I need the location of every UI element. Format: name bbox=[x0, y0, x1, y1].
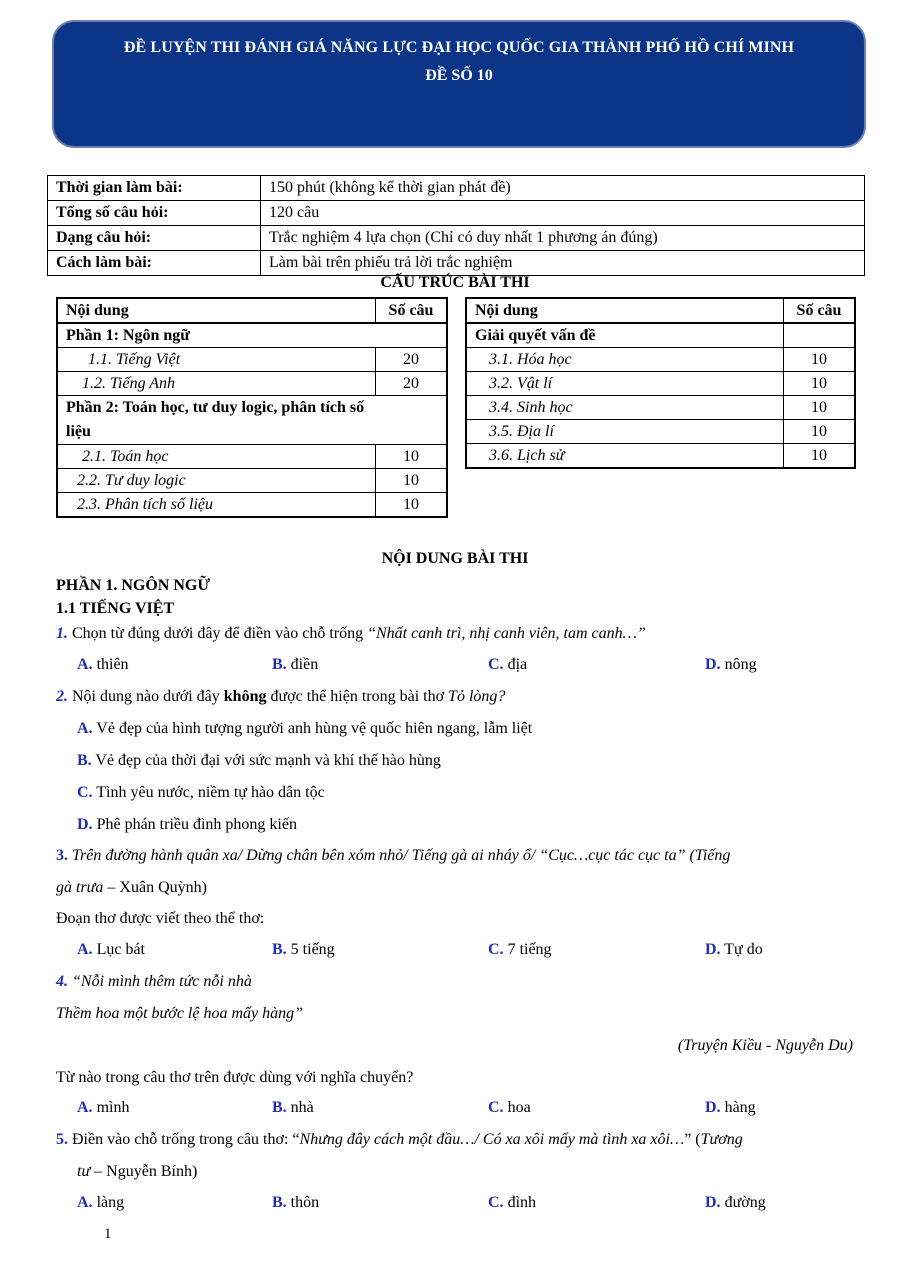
question-count: 10 bbox=[784, 396, 856, 420]
option-letter: B. bbox=[77, 752, 92, 769]
question-count: 10 bbox=[784, 420, 856, 444]
question-number: 3. bbox=[56, 847, 68, 864]
empty-cell bbox=[784, 323, 856, 348]
option-c bbox=[488, 940, 552, 960]
option-letter: D. bbox=[77, 816, 93, 833]
option-b bbox=[272, 1193, 319, 1213]
structure-table-left bbox=[56, 297, 448, 518]
info-key: Dạng câu hỏi: bbox=[48, 226, 261, 251]
option-d bbox=[705, 655, 757, 675]
table-row bbox=[48, 176, 865, 201]
option-letter: D. bbox=[705, 656, 721, 673]
table-row bbox=[466, 444, 855, 469]
option-letter: B. bbox=[272, 1099, 287, 1116]
subject-name: 3.6. Lịch sử bbox=[466, 444, 784, 469]
question-quote: Nhưng đây cách một đầu…/ Có xa xôi mấy mà tình xa xôi… bbox=[299, 1131, 685, 1148]
question-prompt: Từ nào trong câu thơ trên được dùng với nghĩa chuyển? bbox=[56, 1069, 414, 1086]
option-letter: A. bbox=[77, 656, 93, 673]
question-number: 2. bbox=[56, 688, 68, 705]
question-quote: “Nhất canh trì, nhị canh viên, tam canh…” bbox=[367, 625, 646, 642]
exam-info-table bbox=[47, 175, 865, 276]
info-value: Trắc nghiệm 4 lựa chọn (Chỉ có duy nhất 1 phương án đúng) bbox=[261, 226, 865, 251]
subject-name: 3.2. Vật lí bbox=[466, 372, 784, 396]
option-d bbox=[77, 815, 297, 835]
part-heading: Giải quyết vấn đề bbox=[466, 323, 784, 348]
table-row bbox=[466, 348, 855, 372]
option-letter: D. bbox=[705, 1194, 721, 1211]
option-text: Tình yêu nước, niềm tự hào dân tộc bbox=[96, 784, 325, 801]
part-heading-line: liệu bbox=[66, 423, 91, 440]
option-b bbox=[272, 940, 335, 960]
question-3-line2 bbox=[56, 878, 207, 898]
info-value: Làm bài trên phiếu trả lời trắc nghiệm bbox=[261, 251, 865, 276]
question-5 bbox=[56, 1130, 743, 1150]
option-text: hoa bbox=[507, 1099, 531, 1116]
structure-title: CẤU TRÚC BÀI THI bbox=[380, 274, 530, 291]
info-key: Tổng số câu hỏi: bbox=[48, 201, 261, 226]
option-text: Phê phán triều đình phong kiến bbox=[96, 816, 297, 833]
option-text: hàng bbox=[724, 1099, 756, 1116]
poem-title: Tương bbox=[700, 1131, 743, 1148]
subject-name: 1.2. Tiếng Anh bbox=[57, 372, 376, 396]
option-d bbox=[705, 1193, 766, 1213]
question-text: Điền vào chỗ trống trong câu thơ: “ bbox=[68, 1131, 300, 1148]
table-header bbox=[466, 298, 855, 323]
option-letter: C. bbox=[488, 941, 504, 958]
option-a bbox=[77, 719, 532, 739]
option-text: điền bbox=[290, 656, 319, 673]
option-a bbox=[77, 1098, 129, 1118]
exam-banner bbox=[52, 20, 866, 148]
poem-title: tư bbox=[77, 1163, 91, 1180]
question-count: 10 bbox=[784, 348, 856, 372]
option-text: nhà bbox=[290, 1099, 314, 1116]
part-heading bbox=[57, 396, 447, 445]
poem-line: Thềm hoa một bước lệ hoa mấy hàng” bbox=[56, 1005, 304, 1022]
option-letter: D. bbox=[705, 1099, 721, 1116]
option-letter: D. bbox=[705, 941, 721, 958]
option-c bbox=[488, 655, 527, 675]
option-letter: A. bbox=[77, 720, 93, 737]
question-count: 10 bbox=[784, 444, 856, 469]
question-text: Nội dung nào dưới đây bbox=[68, 688, 224, 705]
question-count: 10 bbox=[376, 493, 448, 518]
info-key: Cách làm bài: bbox=[48, 251, 261, 276]
question-text: “Nỗi mình thêm tức nỗi nhà bbox=[68, 973, 252, 990]
option-letter: C. bbox=[488, 656, 504, 673]
header-content: Nội dung bbox=[57, 298, 376, 323]
structure-table-right bbox=[465, 297, 856, 469]
option-letter: A. bbox=[77, 1194, 93, 1211]
subject-name: 2.1. Toán học bbox=[57, 445, 376, 469]
info-key: Thời gian làm bài: bbox=[48, 176, 261, 201]
option-text: thôn bbox=[290, 1194, 320, 1211]
option-text: đình bbox=[507, 1194, 537, 1211]
question-count: 10 bbox=[784, 372, 856, 396]
question-5-line2 bbox=[77, 1162, 197, 1182]
option-a bbox=[77, 655, 129, 675]
option-b bbox=[272, 655, 318, 675]
question-number: 5. bbox=[56, 1131, 68, 1148]
option-text: mình bbox=[96, 1099, 130, 1116]
table-row bbox=[466, 420, 855, 444]
table-row bbox=[57, 396, 447, 445]
exam-title: ĐỀ LUYỆN THI ĐÁNH GIÁ NĂNG LỰC ĐẠI HỌC QUỐC GIA THÀNH PHỐ HỒ CHÍ MINH bbox=[123, 39, 795, 56]
subject-name: 2.3. Phân tích số liệu bbox=[57, 493, 376, 518]
option-a bbox=[77, 1193, 124, 1213]
table-row bbox=[48, 201, 865, 226]
question-4 bbox=[56, 972, 252, 992]
option-letter: A. bbox=[77, 941, 93, 958]
subject-name: 3.4. Sinh học bbox=[466, 396, 784, 420]
option-text: 5 tiếng bbox=[290, 941, 335, 958]
option-letter: C. bbox=[77, 784, 93, 801]
table-row bbox=[57, 445, 447, 469]
subject-name: 1.1. Tiếng Việt bbox=[57, 348, 376, 372]
part-heading-line: Phần 2: Toán học, tư duy logic, phân tích số bbox=[66, 399, 365, 416]
question-count: 20 bbox=[376, 348, 448, 372]
section-heading: PHẦN 1. NGÔN NGỮ bbox=[56, 577, 211, 594]
option-text: Tự do bbox=[724, 941, 763, 958]
option-text: Lục bát bbox=[96, 941, 145, 958]
table-row bbox=[466, 396, 855, 420]
option-letter: C. bbox=[488, 1099, 504, 1116]
question-count: 10 bbox=[376, 469, 448, 493]
option-letter: B. bbox=[272, 1194, 287, 1211]
header-content: Nội dung bbox=[466, 298, 784, 323]
option-d bbox=[705, 1098, 756, 1118]
option-text: đường bbox=[724, 1194, 766, 1211]
poem-author: – Nguyễn Bính) bbox=[90, 1163, 198, 1180]
header-count: Số câu bbox=[376, 298, 448, 323]
question-text: ” ( bbox=[684, 1131, 701, 1148]
page-number: 1 bbox=[104, 1226, 112, 1242]
question-number: 4. bbox=[56, 973, 68, 990]
table-row bbox=[57, 493, 447, 518]
question-prompt: Đoạn thơ được viết theo thể thơ: bbox=[56, 910, 265, 927]
question-emphasis: không bbox=[223, 688, 267, 705]
table-row bbox=[57, 348, 447, 372]
option-text: thiên bbox=[96, 656, 129, 673]
option-c bbox=[77, 783, 325, 803]
table-row bbox=[48, 251, 865, 276]
question-text: Trên đường hành quân xa/ Dừng chân bên xóm nhỏ/ Tiếng gà ai nháy ổ/ “Cục…cục tác cục ta” (Tiếng bbox=[68, 847, 731, 864]
option-letter: A. bbox=[77, 1099, 93, 1116]
option-text: 7 tiếng bbox=[507, 941, 552, 958]
poem-author: – Xuân Quỳnh) bbox=[103, 879, 207, 896]
content-title: NỘI DUNG BÀI THI bbox=[381, 550, 529, 567]
question-3 bbox=[56, 846, 730, 866]
question-count: 10 bbox=[376, 445, 448, 469]
table-row bbox=[57, 323, 447, 348]
table-row bbox=[48, 226, 865, 251]
question-count: 20 bbox=[376, 372, 448, 396]
table-row bbox=[466, 372, 855, 396]
option-d bbox=[705, 940, 763, 960]
question-text: được thể hiện trong bài thơ bbox=[266, 688, 449, 705]
poem-title: Tỏ lòng? bbox=[448, 688, 506, 705]
option-text: làng bbox=[96, 1194, 125, 1211]
info-value: 150 phút (không kể thời gian phát đề) bbox=[261, 176, 865, 201]
option-text: Vẻ đẹp của thời đại với sức mạnh và khí thế hào hùng bbox=[95, 752, 441, 769]
option-c bbox=[488, 1098, 531, 1118]
question-2 bbox=[56, 687, 505, 707]
subject-name: 3.5. Địa lí bbox=[466, 420, 784, 444]
option-letter: B. bbox=[272, 941, 287, 958]
subsection-heading: 1.1 TIẾNG VIỆT bbox=[56, 600, 175, 617]
option-b bbox=[272, 1098, 314, 1118]
table-header bbox=[57, 298, 447, 323]
option-c bbox=[488, 1193, 536, 1213]
part-heading: Phần 1: Ngôn ngữ bbox=[57, 323, 447, 348]
option-b bbox=[77, 751, 441, 771]
exam-number: ĐỀ SỐ 10 bbox=[425, 67, 493, 84]
question-1 bbox=[56, 624, 646, 644]
option-letter: C. bbox=[488, 1194, 504, 1211]
option-a bbox=[77, 940, 145, 960]
poem-source: (Truyện Kiều - Nguyễn Du) bbox=[677, 1037, 853, 1054]
option-text: nông bbox=[724, 656, 757, 673]
table-row bbox=[466, 323, 855, 348]
option-text: Vẻ đẹp của hình tượng người anh hùng vệ quốc hiên ngang, lẫm liệt bbox=[96, 720, 533, 737]
subject-name: 3.1. Hóa học bbox=[466, 348, 784, 372]
info-value: 120 câu bbox=[261, 201, 865, 226]
table-row bbox=[57, 469, 447, 493]
question-text: Chọn từ đúng dưới đây để điền vào chỗ trống bbox=[68, 625, 368, 642]
poem-title: gà trưa bbox=[56, 879, 104, 896]
subject-name: 2.2. Tư duy logic bbox=[57, 469, 376, 493]
header-count: Số câu bbox=[784, 298, 856, 323]
option-text: địa bbox=[507, 656, 528, 673]
table-row bbox=[57, 372, 447, 396]
question-number: 1. bbox=[56, 625, 68, 642]
option-letter: B. bbox=[272, 656, 287, 673]
